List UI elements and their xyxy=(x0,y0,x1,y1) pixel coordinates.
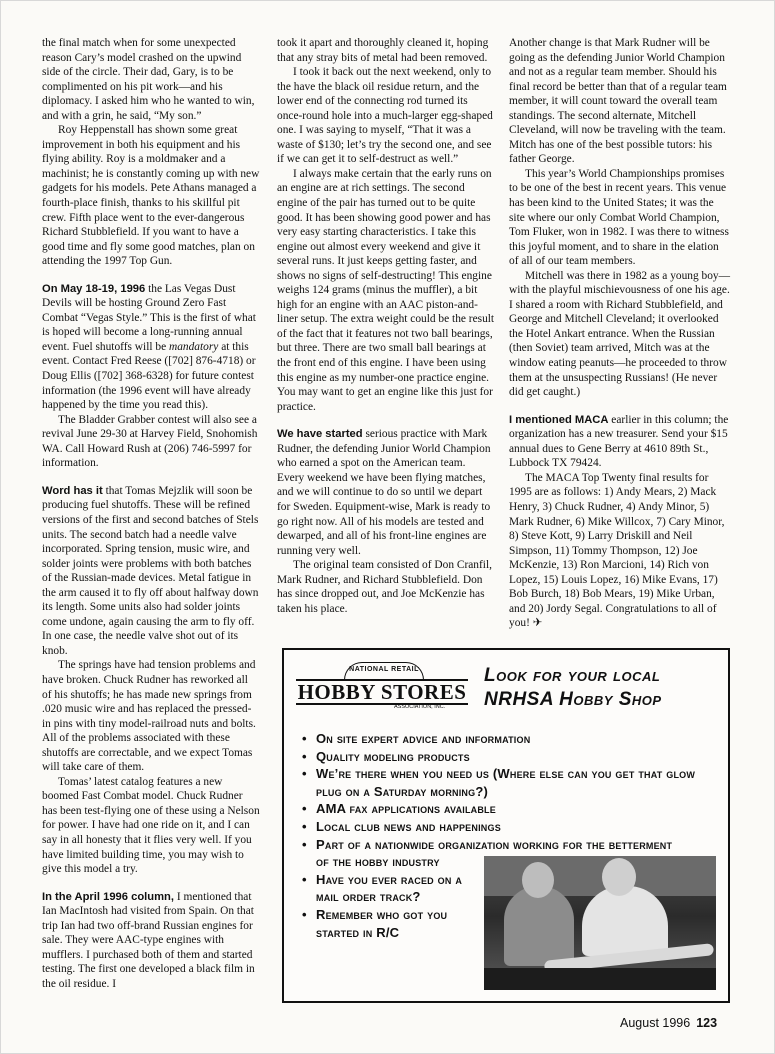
list-item-text: Have you ever raced on a mail order track? xyxy=(316,871,463,905)
paragraph: took it apart and thoroughly cleaned it, hoping that any stray bits of metal had been removed. xyxy=(277,37,489,64)
paragraph-lead: In the April 1996 column, xyxy=(42,890,174,903)
list-item-text: AMA fax applications available xyxy=(316,801,496,817)
airplane-icon: ✈ xyxy=(532,617,543,630)
paragraph: Another change is that Mark Rudner will be going as the defending Junior World Champion and not as a regular team member. Should his final record be better than that of a regular team member, it will count toward the overall team standings. The second alternate, Mitchell Cleveland, will now be traveling with the team. Mitch has one of the best possible tutors: his father George. xyxy=(509,37,727,166)
list-item xyxy=(302,800,722,818)
paragraph-lead: On May 18-19, 1996 xyxy=(42,282,146,295)
logo-main-text: HOBBY STORES xyxy=(297,680,467,704)
ad-headline xyxy=(484,664,724,712)
paragraph: Tomas’ latest catalog features a new boomed Fast Combat model. Chuck Rudner has been test-flying one of these using a Nelson for power. I have had one ride on it, and I can say in all honesty that it flies very well. If you have limited building time, you may wish to give this model a try. xyxy=(42,775,260,876)
bullet-icon: • xyxy=(302,906,307,922)
photo-background-shelf xyxy=(484,856,716,896)
article-column-2 xyxy=(277,36,495,638)
page-footer xyxy=(620,1016,717,1030)
list-item-text: Part of a nationwide organization working for the betterment of the hobby industry xyxy=(316,836,673,870)
paragraph-text: the Las Vegas Dust Devils will be hosting Ground Zero Fast Combat “Vegas Style.” This is the first of what is hoped will become a long-running annual event. Fuel shutoffs will be xyxy=(42,282,256,353)
list-item-text: Local club news and happenings xyxy=(316,818,501,834)
paragraph: The springs have had tension problems and have broken. Chuck Rudner has reworked all of his shutoffs; he has made new springs from .020 music wire and has replaced the pressed-in pins with tiny model-railroad nuts and bolts. All of the problems associated with these shutoffs are correctable, and we expect Tomas will take care of them. xyxy=(42,659,256,774)
paragraph: the final match when for some unexpected reason Cary’s model crashed on the upwind side of the circle. Their dad, Gary, is to be complimented on his pit work—and his diplomacy. I asked him who he wanted to win, and with a grin, he said, “My son.” xyxy=(42,37,255,122)
bullet-icon: • xyxy=(302,871,307,887)
paragraph: I took it back out the next weekend, only to the have the black oil residue return, and the lower end of the connecting rod turned its once-round hole into a much-larger egg-shaped one. I was saying to myself, “That it was a waste of $130; let’s try the second one, and see if we can get it to self-destruct as well.” xyxy=(277,66,493,166)
list-item-text: We’re there when you need us (Where else can you get that glow plug on a Saturday morning?) xyxy=(316,766,696,799)
photo-person-left xyxy=(504,886,574,966)
emphasis: mandatory xyxy=(168,340,219,353)
paragraph xyxy=(277,427,495,558)
photo-person-right-head xyxy=(602,858,636,896)
article-column-1 xyxy=(42,36,260,1032)
list-item-text: Quality modeling products xyxy=(316,748,470,764)
hobby-shop-photo xyxy=(484,856,716,990)
list-item xyxy=(302,818,722,836)
paragraph-lead: We have started xyxy=(277,428,363,441)
ad-headline-line-1: Look for your local xyxy=(484,665,661,686)
bullet-icon: • xyxy=(302,801,307,817)
bullet-icon: • xyxy=(302,818,307,834)
list-item xyxy=(302,730,722,748)
list-item xyxy=(302,906,476,941)
paragraph-text: that Tomas Mejzlik will soon be producing fuel shutoffs. These will be refined versions of the first and second batches of Stels units. The second batch had a needle valve incorporated. Spring tension, music wire, and solder joints were problems with both batches of the Russian-made devices. Metal fatigue in the arm caused it to fly off about halfway down its length. Some units also had solder joints come undone, again causing the arm to fly off. In one case, the needle valve shot out of its knob. xyxy=(42,484,259,657)
paragraph-text: The MACA Top Twenty final results for 1995 are as follows: 1) Andy Mears, 2) Mack Henry, 3) Chuck Rudner, 4) Andy Minor, 5) Mark Rudner, 6) Mike Willcox, 7) Cary Minor, 8) Steve Kott, 9) Larry Driskill and Neil Simpson, 11) Tommy Thompson, 12) Joe McKenzie, 13) Ron Marcioni, 14) Rich von Lopez, 15) Louis Lopez, 16) Mike Evans, 17) Bob Burch, 18) Bob Mears, 19) Mike Urban, and 20) Jordy Segal. Congratulations to all of you! xyxy=(509,471,725,630)
article-column-3 xyxy=(509,36,731,638)
photo-table xyxy=(484,968,716,990)
paragraph-text: earlier in this column; the organization has a new treasurer. Send your $15 annual dues to Gene Berry at 4610 89th St., Lubbock TX 79424. xyxy=(509,413,729,470)
paragraph: The original team consisted of Don Cranfil, Mark Rudner, and Richard Stubblefield. Don has since dropped out, and Joe McKenzie has taken his place. xyxy=(277,559,492,615)
logo-arc-text: NATIONAL RETAIL xyxy=(344,662,424,680)
paragraph-lead: I mentioned MACA xyxy=(509,413,609,426)
paragraph: This year’s World Championships promises to be one of the best in recent years. This venue has been kind to the United States; it was the site where our only Combat World Champion, Tom Fluker, won in 1982. I was there to witness this joyful moment, and to share in the elation of all of our team members. xyxy=(509,167,729,268)
bullet-icon: • xyxy=(302,731,307,746)
paragraph-lead: Word has it xyxy=(42,484,103,497)
paragraph xyxy=(509,471,731,631)
bullet-icon: • xyxy=(302,748,307,764)
paragraph xyxy=(42,890,260,992)
paragraph: The Bladder Grabber contest will also see a revival June 29-30 at Harvey Field, Snohomish WA. Call Howard Rush at (206) 746-5997 for information. xyxy=(42,413,258,470)
paragraph: Mitchell was there in 1982 as a young boy—with the playful mischievousness of one his age. I shared a room with Richard Stubblefield, and George and Mitchell Cleveland; it overlooked the Hotel Ankart entrance. When the Russian (then Soviet) team arrived, Mitch was at the window eating peanuts—he proceeded to throw them at the unsuspecting Russians! (He never did get caught.) xyxy=(509,269,730,399)
page-number: 123 xyxy=(696,1016,718,1030)
paragraph xyxy=(42,484,260,659)
nrhsa-advertisement xyxy=(282,648,730,1003)
paragraph xyxy=(42,282,260,413)
list-item xyxy=(302,748,722,766)
paragraph-text: at this event. Contact Fred Reese ([702] 876-4718) or Doug Ellis ([702] 368-6328) for future contest information (the 1996 event will have already happened by the time you read this). xyxy=(42,340,256,412)
issue-date: August 1996 xyxy=(620,1016,691,1030)
photo-person-right xyxy=(582,886,668,956)
hobby-stores-logo xyxy=(296,662,468,712)
paragraph: I always make certain that the early runs on an engine are at rich settings. The second engine of the pair has turned out to be quite good. It has been showing good power and has very easy starting characteristics. I take this engine out almost every weekend and give it several runs. It just keeps getting faster, and shows no signs of self-destructing! This engine weighs 124 grams (minus the muffler), a bit high for an engine with an AAC piston-and-liner setup. The extra weight could be the result of the fact that it features not two ball bearings, but three. There are two small ball bearings at the front end of this engine. I have been using this engine as my number-one practice engine. You may want to get an engine like this just for practice. xyxy=(277,167,495,413)
list-item xyxy=(302,765,722,800)
paragraph xyxy=(509,413,731,471)
list-item-text: Remember who got you started in R/C xyxy=(316,906,448,940)
bullet-icon: • xyxy=(302,836,307,852)
logo-sub-text: ASSOCIATION, INC. xyxy=(394,704,446,710)
paragraph-text: serious practice with Mark Rudner, the defending Junior World Champion who earned a spot on the American team. Every weekend we have been flying matches, and we will continue to do so until we depart for Sweden. Equipment-wise, Mark is ready to go right now. All of his models are tested and dewarped, and all of his front-line engines are running very well. xyxy=(277,428,491,557)
ad-headline-line-2: NRHSA Hobby Shop xyxy=(484,689,662,710)
photo-person-left-head xyxy=(522,862,554,898)
list-item-text: On site expert advice and information xyxy=(316,731,531,746)
paragraph-text: I mentioned that Ian MacIntosh had visited from Spain. On that trip Ian had two off-brand Russian engines for sale. They were AAC-type engines with mufflers. I purchased both of them and started testing. The first one developed a black film in the oil residue. I xyxy=(42,890,255,990)
paragraph: Roy Heppenstall has shown some great improvement in both his equipment and his flying ability. Roy is a moldmaker and a machinist; he is constantly coming up with new gadgets for his models. Pete Athans managed a fourth-place finish, thanks to his skillful pit crew. Fifth place went to the ever-dangerous Richard Stubblefield. If you want to have a good time and fly some good matches, plan on attending the 1997 Top Gun. xyxy=(42,124,260,268)
list-item xyxy=(302,871,476,906)
bullet-icon: • xyxy=(302,766,307,782)
